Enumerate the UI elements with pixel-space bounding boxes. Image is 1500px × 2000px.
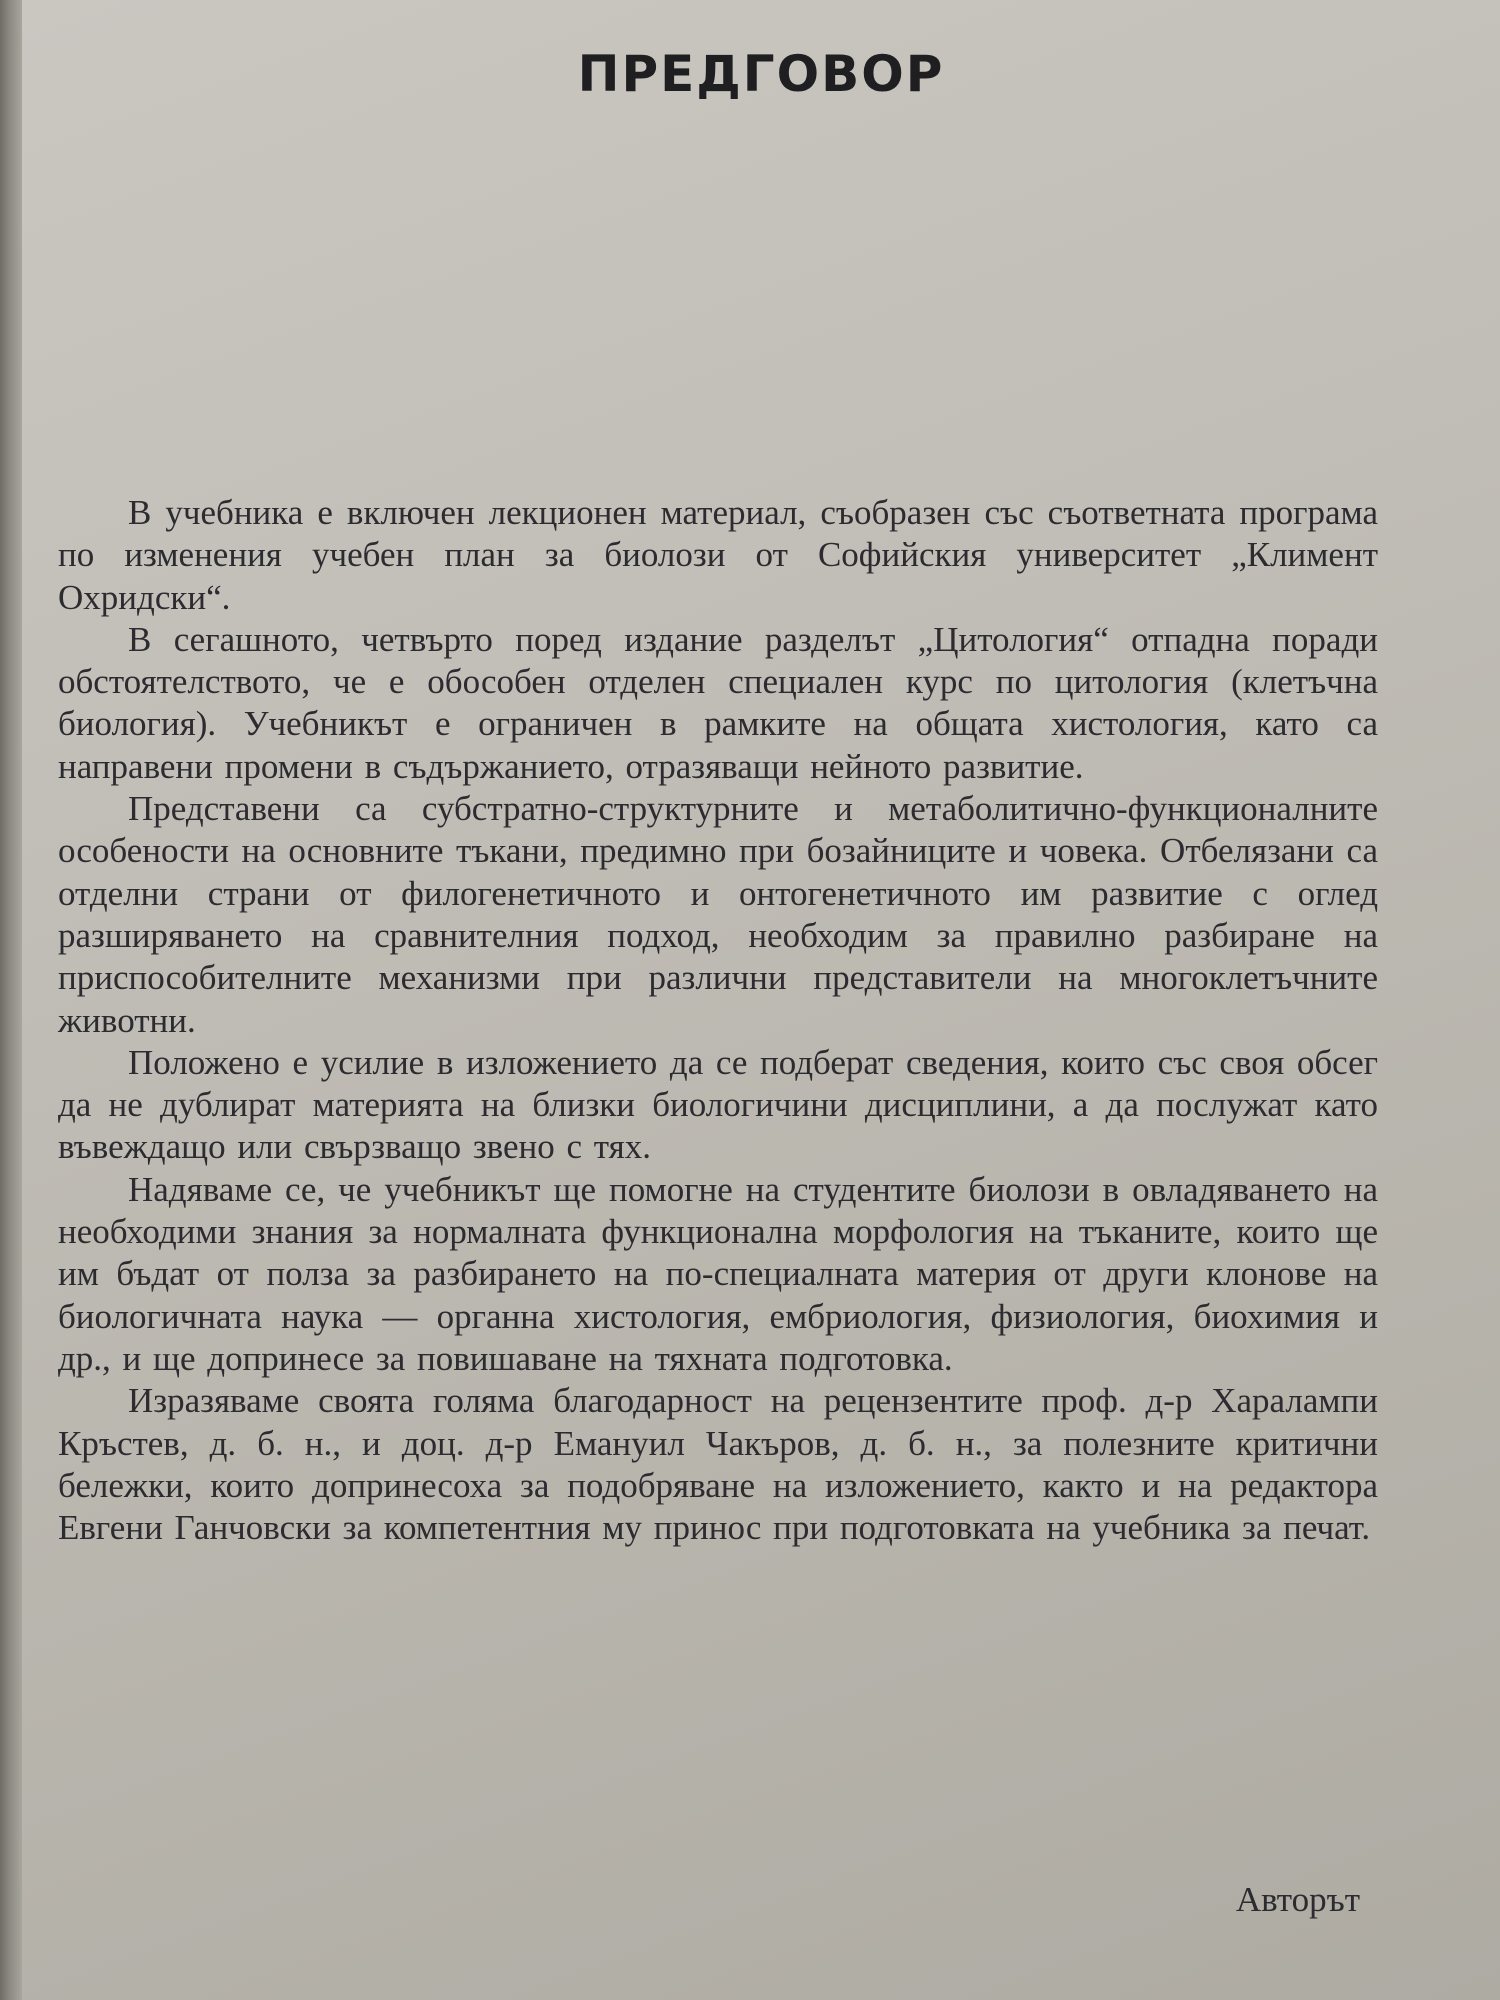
author-signature: Авторът — [1235, 1880, 1360, 1919]
paragraph: Изразяваме своята голяма благодарност на рецензентите проф. д-р Харалампи Кръстев, д. б. н., и доц. д-р Емануил Чакъров, д. б. н., за полезните критични бележки, които допринесоха за подобряване на изложението, както и на редактора Евгени Ганчовски за компетентния му принос при подготовката на учебника за печат. — [58, 1381, 1378, 1548]
paragraph: Положено е усилие в изложението да се подберат сведения, които със своя обсег да не дублират материята на близки биологичини дисциплини, а да послужат като въвеждащо или свързващо звено с тях. — [58, 1042, 1378, 1167]
paragraph: Представени са субстратно-структурните и метаболитично-функционалните особености на основните тъкани, предимно при бозайниците и човека. Отбелязани са отделни страни от филогенетичното и онтогенетичното им развитие с оглед разширяването на сравнителния подход, необходим за правилно разбиране на приспособителните механизми при различни представители на многоклетъчните животни. — [58, 789, 1378, 1040]
page-title: ПРЕДГОВОР — [577, 45, 945, 103]
paragraph: Надяваме се, че учебникът ще помогне на студентите биолози в овладяването на необходими знания за нормалната функционална морфология на тъканите, които ще им бъдат от полза за разбирането на по-специалната материя от други клонове на биологичната наука — органна хистология, ембриология, физиология, биохимия и др., и ще допринесе за повишаване на тяхната подготовка. — [58, 1169, 1378, 1378]
preface-body — [58, 492, 1378, 1549]
book-page — [22, 0, 1500, 2000]
paragraph: В сегашното, четвърто поред издание разделът „Цитология“ отпадна поради обстоятелството, че е обособен отделен специален курс по цитология (клетъчна биология). Учебникът е ограничен в рамките на общата хистология, като са направени промени в съдържанието, отразяващи нейното развитие. — [58, 619, 1378, 786]
book-spine — [0, 0, 22, 2000]
paragraph: В учебника е включен лекционен материал, съобразен със съответната програма по изменения учебен план за биолози от Софийския университет „Климент Охридски“. — [58, 493, 1378, 617]
